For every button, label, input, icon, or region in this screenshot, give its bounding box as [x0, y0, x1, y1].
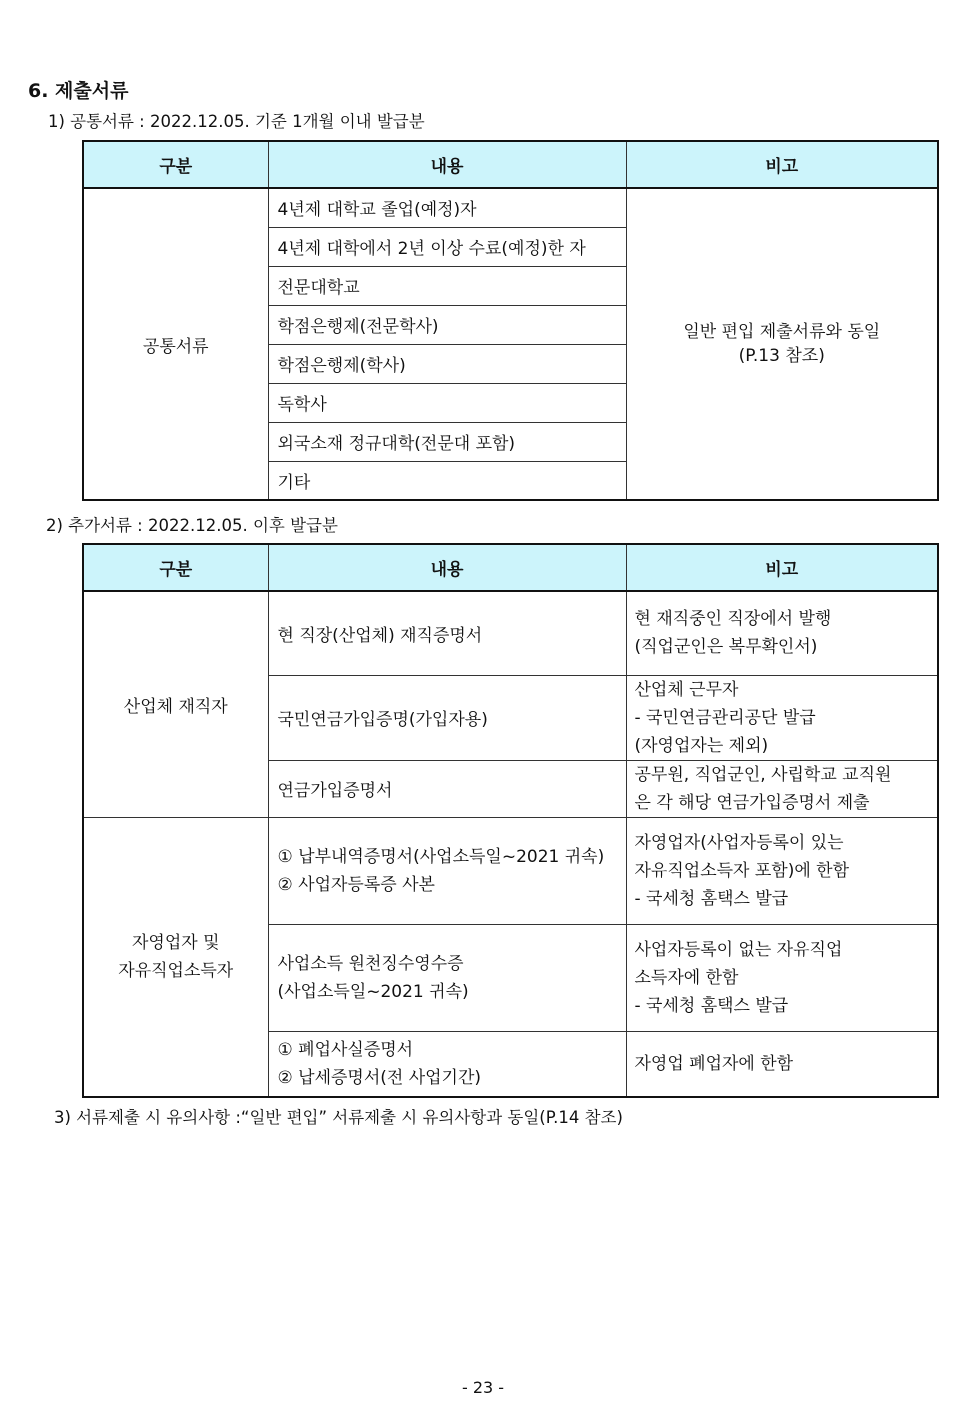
header-content: 내용 [268, 141, 626, 188]
category-employee: 산업체 재직자 [83, 591, 268, 817]
table-row: 국민연금가입증명(가입자용) [268, 675, 626, 760]
table-row: 전문대학교 [268, 266, 626, 305]
table-row: 현 직장(산업체) 재직증명서 [268, 591, 626, 675]
table-row: 연금가입증명서 [268, 760, 626, 817]
header-content: 내용 [268, 544, 626, 591]
page-number: - 23 - [461, 1378, 505, 1397]
table-row: 학점은행제(학사) [268, 344, 626, 383]
note-cell: 자영업 폐업자에 한함 [626, 1031, 938, 1097]
table-row: 독학사 [268, 383, 626, 422]
note-cell: 사업자등록이 없는 자유직업 소득자에 한함 - 국세청 홈택스 발급 [626, 924, 938, 1031]
note-cell: 현 재직중인 직장에서 발행 (직업군인은 복무확인서) [626, 591, 938, 675]
table-row: ① 폐업사실증명서 ② 납세증명서(전 사업기간) [268, 1031, 626, 1097]
subheading-additional-documents: 2) 추가서류 : 2022.12.05. 이후 발급분 [46, 516, 338, 535]
note-common: 일반 편입 제출서류와 동일 (P.13 참조) [626, 188, 938, 500]
note-cell: 공무원, 직업군인, 사립학교 교직원 은 각 해당 연금가입증명서 제출 [626, 760, 938, 817]
header-note: 비고 [626, 141, 938, 188]
table-row: 사업소득 원천징수영수증 (사업소득일~2021 귀속) [268, 924, 626, 1031]
table-row: 4년제 대학에서 2년 이상 수료(예정)한 자 [268, 227, 626, 266]
additional-documents-table [82, 543, 939, 1098]
table-row: ① 납부내역증명서(사업소득일~2021 귀속) ② 사업자등록증 사본 [268, 817, 626, 924]
subheading-submission-notes: 3) 서류제출 시 유의사항 :“일반 편입” 서류제출 시 유의사항과 동일(P.14 참조) [54, 1108, 623, 1127]
header-category: 구분 [83, 141, 268, 188]
section-title: 6. 제출서류 [28, 80, 129, 102]
table-row: 학점은행제(전문학사) [268, 305, 626, 344]
category-self-employed: 자영업자 및 자유직업소득자 [83, 817, 268, 1097]
note-cell: 자영업자(사업자등록이 있는 자유직업소득자 포함)에 한함 - 국세청 홈택스 발급 [626, 817, 938, 924]
table-row: 4년제 대학교 졸업(예정)자 [268, 188, 626, 227]
header-category: 구분 [83, 544, 268, 591]
common-documents-table [82, 140, 939, 501]
category-common: 공통서류 [83, 188, 268, 500]
header-note: 비고 [626, 544, 938, 591]
subheading-common-documents: 1) 공통서류 : 2022.12.05. 기준 1개월 이내 발급분 [48, 112, 425, 131]
table-row: 기타 [268, 461, 626, 500]
table-row: 외국소재 정규대학(전문대 포함) [268, 422, 626, 461]
note-cell: 산업체 근무자 - 국민연금관리공단 발급 (자영업자는 제외) [626, 675, 938, 760]
